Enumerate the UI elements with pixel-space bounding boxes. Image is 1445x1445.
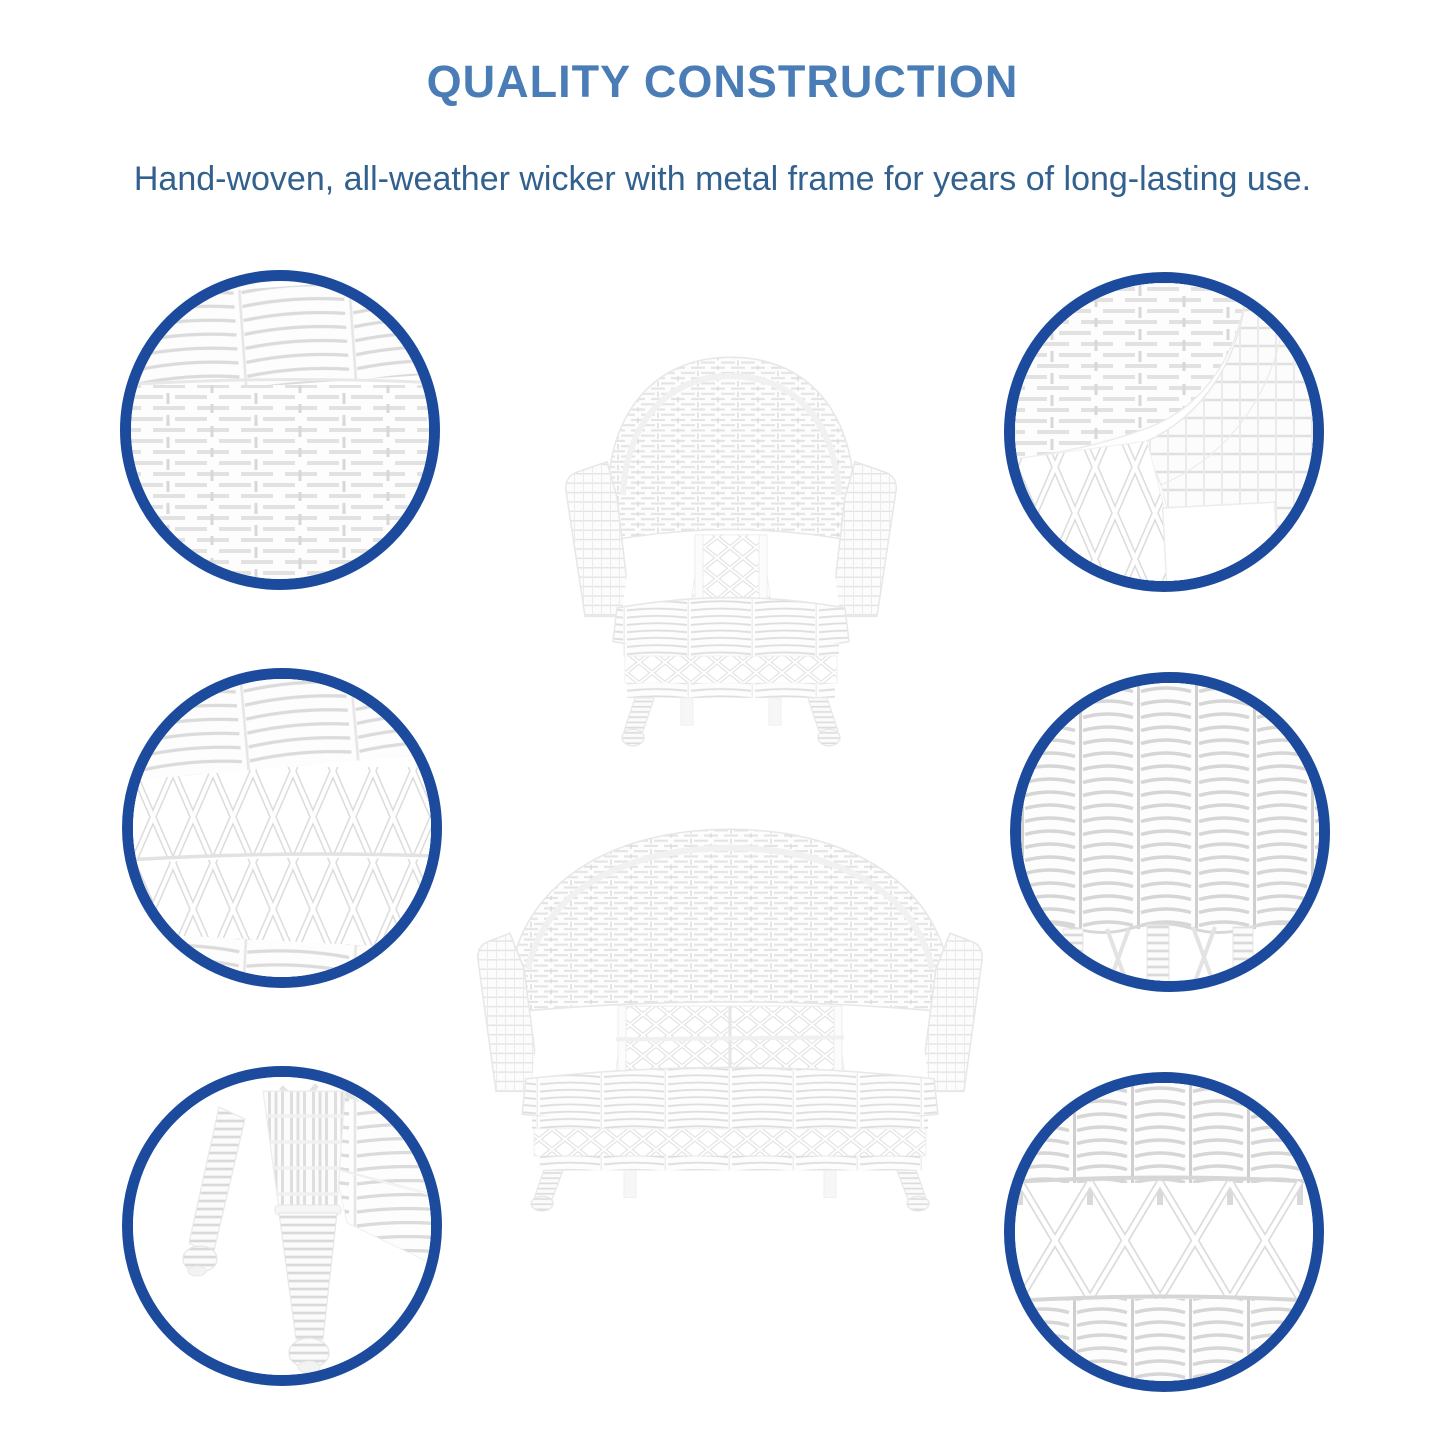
chair-legs <box>622 698 840 746</box>
loveseat-skirt <box>532 1116 928 1170</box>
callout-circle-skirt-lattice <box>1004 1072 1324 1392</box>
loveseat-back-lattice <box>616 1006 844 1073</box>
detail-image-arm-corner <box>1015 283 1313 581</box>
callout-circle-legs <box>122 1066 442 1386</box>
detail-image-legs <box>133 1077 431 1375</box>
callout-circle-lattice <box>122 668 442 988</box>
detail-image-tight-weave <box>1021 683 1319 981</box>
chair-back <box>607 357 855 541</box>
page-title: QUALITY CONSTRUCTION <box>426 56 1019 107</box>
product-chair-illustration <box>561 328 901 748</box>
loveseat-back <box>510 829 950 1012</box>
product-loveseat-illustration <box>474 796 986 1212</box>
chair-back-lattice <box>691 535 771 602</box>
chair-skirt <box>623 644 839 698</box>
page-subtitle: Hand-woven, all-weather wicker with metal frame for years of long-lasting use. <box>133 160 1312 198</box>
loveseat-legs <box>531 1170 929 1211</box>
detail-image-basketweave <box>131 281 429 579</box>
callout-circle-basketweave <box>120 270 440 590</box>
callout-circle-arm-corner <box>1004 272 1324 592</box>
callout-circle-tight-weave <box>1010 672 1330 992</box>
detail-image-skirt-lattice <box>1015 1083 1313 1381</box>
detail-image-lattice <box>133 679 431 977</box>
